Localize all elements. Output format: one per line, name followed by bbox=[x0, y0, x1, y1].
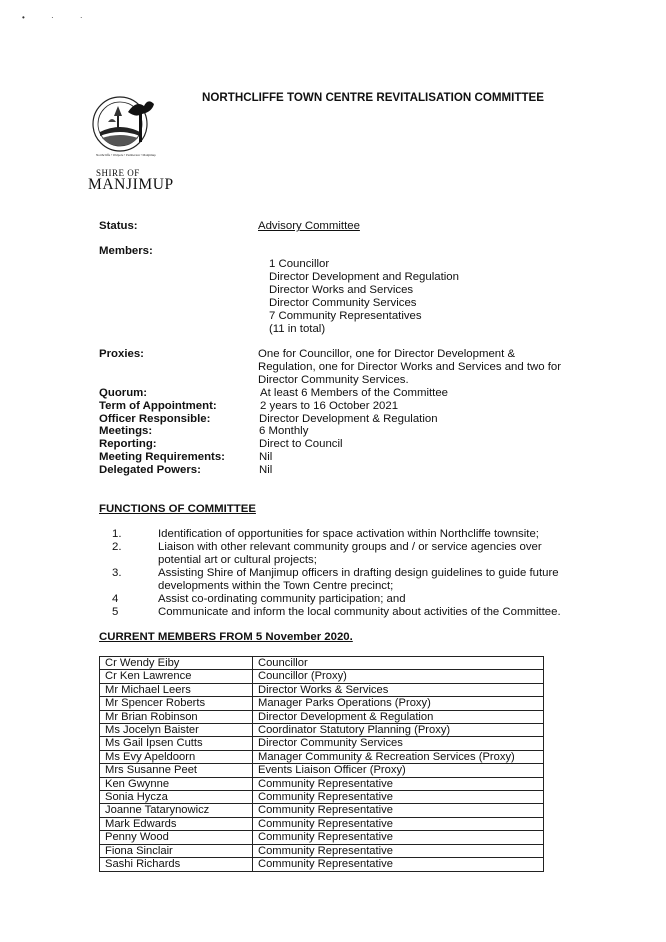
proxies-value: One for Councillor, one for Director Development & Regulation, one for Director Works and Services and two for Director Community Services. bbox=[258, 348, 562, 386]
member-name: Sashi Richards bbox=[100, 858, 253, 871]
member-name: Ms Jocelyn Baister bbox=[100, 724, 253, 737]
member-name: Cr Wendy Eiby bbox=[100, 657, 253, 670]
members-item: (11 in total) bbox=[269, 323, 326, 335]
detail-row-meetings bbox=[99, 425, 579, 438]
function-item bbox=[99, 567, 569, 593]
function-number: 5 bbox=[112, 606, 119, 618]
functions-list bbox=[99, 528, 569, 619]
function-number: 3. bbox=[112, 567, 122, 579]
detail-label: Reporting: bbox=[99, 438, 157, 451]
detail-label: Officer Responsible: bbox=[99, 412, 211, 425]
function-text: Identification of opportunities for space activation within Northcliffe townsite; bbox=[158, 528, 539, 540]
proxies-label: Proxies: bbox=[99, 348, 144, 360]
detail-label: Quorum: bbox=[99, 387, 148, 399]
member-name: Cr Ken Lawrence bbox=[100, 670, 253, 683]
function-item bbox=[99, 606, 569, 619]
member-role: Community Representative bbox=[253, 858, 544, 871]
members-composition-list bbox=[269, 258, 459, 336]
status-label: Status: bbox=[99, 220, 138, 232]
member-name: Mr Michael Leers bbox=[100, 683, 253, 696]
function-number: 2. bbox=[112, 541, 122, 553]
table-row bbox=[100, 858, 544, 871]
logo-manjimup: MANJIMUP bbox=[88, 176, 174, 193]
document-title: NORTHCLIFFE TOWN CENTRE REVITALISATION COMMITTEE bbox=[202, 91, 544, 104]
members-item: Director Development and Regulation bbox=[269, 271, 459, 283]
members-item: Director Works and Services bbox=[269, 284, 414, 296]
function-number: 4 bbox=[112, 593, 119, 605]
function-item bbox=[99, 541, 569, 567]
table-row bbox=[100, 764, 544, 777]
table-row bbox=[100, 804, 544, 817]
detail-value: Nil bbox=[259, 463, 273, 476]
logo-shire-of: SHIRE OF bbox=[96, 168, 140, 178]
current-members-heading: CURRENT MEMBERS FROM 5 November 2020. bbox=[99, 631, 353, 643]
member-role: Councillor bbox=[253, 657, 544, 670]
status-value: Advisory Committee bbox=[258, 220, 360, 232]
member-role: Manager Parks Operations (Proxy) bbox=[253, 697, 544, 710]
members-item: Director Community Services bbox=[269, 297, 417, 309]
detail-row-term bbox=[99, 400, 579, 413]
member-name: Ken Gwynne bbox=[100, 777, 253, 790]
detail-label: Delegated Powers: bbox=[99, 463, 201, 476]
table-row bbox=[100, 710, 544, 723]
detail-row-quorum bbox=[99, 387, 579, 400]
member-name: Mrs Susanne Peet bbox=[100, 764, 253, 777]
members-item: 7 Community Representatives bbox=[269, 310, 422, 322]
member-name: Mr Brian Robinson bbox=[100, 710, 253, 723]
member-role: Community Representative bbox=[253, 844, 544, 857]
functions-heading: FUNCTIONS OF COMMITTEE bbox=[99, 503, 256, 515]
function-text: Assisting Shire of Manjimup officers in drafting design guidelines to guide future developments within the Town Centre precinct; bbox=[158, 567, 559, 592]
detail-label: Meetings: bbox=[99, 425, 153, 438]
function-item bbox=[99, 593, 569, 606]
table-row bbox=[100, 697, 544, 710]
table-row bbox=[100, 791, 544, 804]
detail-value: 2 years to 16 October 2021 bbox=[260, 399, 399, 412]
committee-details bbox=[99, 387, 579, 477]
member-role: Coordinator Statutory Planning (Proxy) bbox=[253, 724, 544, 737]
member-name: Penny Wood bbox=[100, 831, 253, 844]
table-row bbox=[100, 777, 544, 790]
table-row bbox=[100, 724, 544, 737]
detail-label: Term of Appointment: bbox=[99, 399, 217, 412]
detail-row-delegated-powers bbox=[99, 464, 579, 477]
table-row bbox=[100, 750, 544, 763]
member-role: Community Representative bbox=[253, 804, 544, 817]
member-role: Manager Community & Recreation Services (Proxy) bbox=[253, 750, 544, 763]
member-role: Events Liaison Officer (Proxy) bbox=[253, 764, 544, 777]
detail-label: Meeting Requirements: bbox=[99, 450, 225, 463]
detail-value: Nil bbox=[259, 450, 273, 463]
detail-value: Director Development & Regulation bbox=[259, 412, 438, 425]
member-name: Mr Spencer Roberts bbox=[100, 697, 253, 710]
member-role: Director Development & Regulation bbox=[253, 710, 544, 723]
member-name: Mark Edwards bbox=[100, 817, 253, 830]
function-number: 1. bbox=[112, 528, 122, 540]
table-row bbox=[100, 844, 544, 857]
detail-value: Direct to Council bbox=[259, 438, 343, 451]
members-label: Members: bbox=[99, 245, 153, 257]
detail-value: 6 Monthly bbox=[259, 425, 309, 438]
table-row bbox=[100, 670, 544, 683]
member-role: Community Representative bbox=[253, 817, 544, 830]
detail-row-officer bbox=[99, 413, 579, 426]
member-name: Fiona Sinclair bbox=[100, 844, 253, 857]
current-members-table bbox=[99, 656, 544, 872]
member-name: Sonia Hycza bbox=[100, 791, 253, 804]
member-name: Ms Gail Ipsen Cutts bbox=[100, 737, 253, 750]
members-item: 1 Councillor bbox=[269, 258, 330, 270]
svg-text:Northcliffe • Walpole • Pember: Northcliffe • Walpole • Pemberton • Manjimup bbox=[96, 153, 156, 157]
member-role: Director Works & Services bbox=[253, 683, 544, 696]
table-row bbox=[100, 737, 544, 750]
scan-marks: • · · bbox=[22, 13, 95, 22]
member-role: Councillor (Proxy) bbox=[253, 670, 544, 683]
detail-value: At least 6 Members of the Committee bbox=[260, 387, 449, 399]
detail-row-reporting bbox=[99, 438, 579, 451]
table-row bbox=[100, 657, 544, 670]
detail-row-meeting-requirements bbox=[99, 451, 579, 464]
function-text: Liaison with other relevant community groups and / or service agencies over potential art or cultural projects; bbox=[158, 541, 542, 566]
table-row bbox=[100, 817, 544, 830]
member-role: Director Community Services bbox=[253, 737, 544, 750]
table-row bbox=[100, 831, 544, 844]
member-role: Community Representative bbox=[253, 777, 544, 790]
table-row bbox=[100, 683, 544, 696]
member-name: Joanne Tatarynowicz bbox=[100, 804, 253, 817]
member-name: Ms Evy Apeldoorn bbox=[100, 750, 253, 763]
function-item bbox=[99, 528, 569, 541]
member-role: Community Representative bbox=[253, 831, 544, 844]
function-text: Communicate and inform the local community about activities of the Committee. bbox=[158, 606, 561, 618]
function-text: Assist co-ordinating community participation; and bbox=[158, 593, 406, 605]
member-role: Community Representative bbox=[253, 791, 544, 804]
